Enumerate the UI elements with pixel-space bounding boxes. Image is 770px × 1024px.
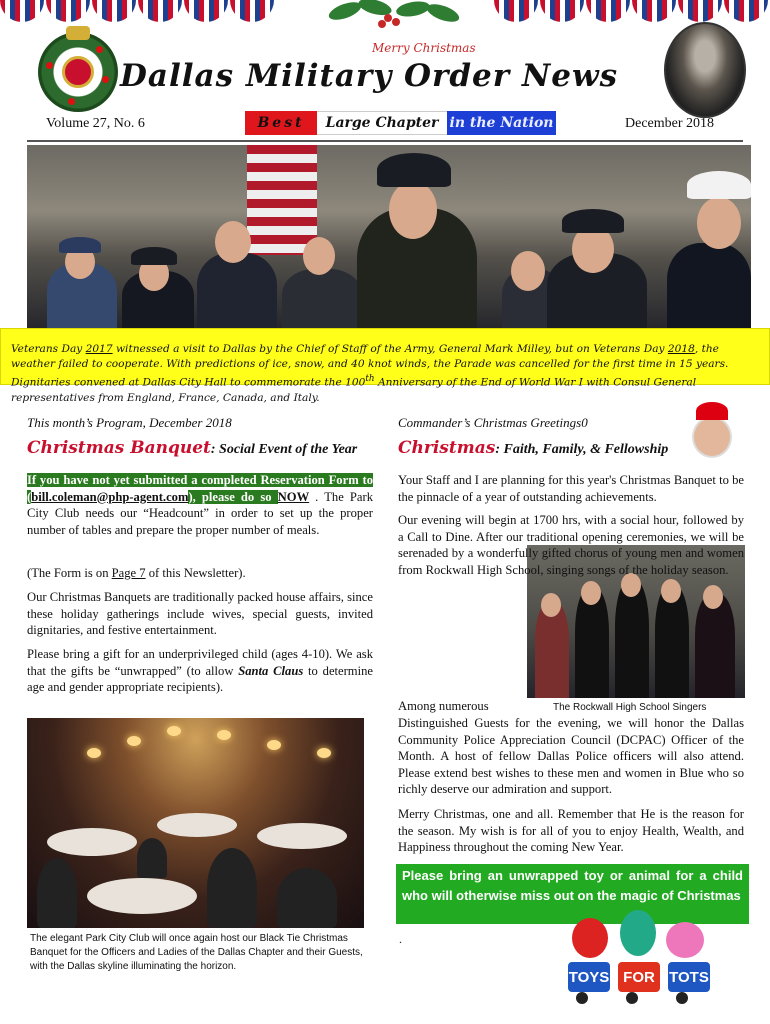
toys-for-tots-logo xyxy=(566,904,716,1004)
page-7-link[interactable]: Page 7 xyxy=(111,566,146,580)
veterans-day-photo xyxy=(27,145,751,333)
general-portrait xyxy=(664,22,746,118)
header-divider xyxy=(27,140,743,142)
wreath-emblem-icon xyxy=(38,32,118,112)
merry-christmas-paragraph: Merry Christmas, one and all. Remember that He is the reason for the season. My wish is for all of you to enjoy Health, Wealth, and Happiness throughout the coming New Year. xyxy=(398,807,744,854)
bunting-right xyxy=(494,0,770,22)
program-heading: This month’s Program, December 2018 xyxy=(27,415,232,430)
reservation-paragraph: If you have not yet submitted a completed Reservation Form to (bill.coleman@php-agent.com), please do so NOW . The Park City Club needs our “Headcount” in order to set up the proper number of tables and prepare the proper number of meals. xyxy=(27,473,373,537)
toy-request-box: Please bring an unwrapped toy or animal for a child who will otherwise miss out on the magic of Christmas xyxy=(396,864,749,924)
banner-large-chapter: Large Chapter xyxy=(317,111,447,135)
email-link[interactable]: bill.coleman@php-agent.com xyxy=(31,489,189,504)
banquet-photo xyxy=(27,718,364,928)
banner-in-the-nation: in the Nation xyxy=(447,111,556,135)
gift-paragraph: Please bring a gift for an underprivileged child (ages 4-10). We ask that the gifts be “unwrapped” (to allow Santa Claus to determine age and gender appropriate recipients). xyxy=(27,647,373,694)
form-note: (The Form is on Page 7 of this Newsletter). xyxy=(27,566,246,580)
tots-tile: TOTS xyxy=(666,960,712,994)
staff-paragraph: Your Staff and I are planning for this year's Christmas Banquet to be the pinnacle of a year of outstanding achievements. xyxy=(398,473,744,504)
holly-icon xyxy=(318,0,468,30)
hero-caption: Veterans Day 2017 witnessed a visit to Dallas by the Chief of Staff of the Army, General Mark Milley, but on Veterans Day 2018, the weather failed to cooperate. With predictions of ice, snow, and 40 knot winds, the Parade was cancelled for the first time in 15 years. Dignitaries convened at Dallas City Hall to commemorate the 100th Anniversary of the End of World War I with Consul General representatives from England, France, Canada, and Italy. xyxy=(0,328,770,385)
toys-tile: TOYS xyxy=(566,960,612,994)
bunting-left xyxy=(0,0,276,22)
trailing-dot: . xyxy=(399,932,402,946)
for-tile: FOR xyxy=(616,960,662,994)
christmas-title: Christmas: Faith, Family, & Fellowship xyxy=(398,438,669,458)
guests-paragraph: Distinguished Guests for the evening, we will honor the Dallas Community Police Appreciation Council (DCPAC) Officer of the Month. A host of fellow Dallas Police officers will also attend. Please extend best wishes to these men and women in Blue who so richly deserve our admiration and support. xyxy=(398,716,744,796)
among-text: Among numerous xyxy=(398,699,489,713)
issue-date: December 2018 xyxy=(625,116,715,131)
banquet-title: Christmas Banquet: Social Event of the Year xyxy=(27,438,358,458)
masthead-title: Dallas Military Order News xyxy=(120,58,619,94)
commander-heading: Commander’s Christmas Greetings0 xyxy=(398,415,588,430)
commander-santa-photo xyxy=(688,402,734,460)
banquet-paragraph: Our Christmas Banquets are traditionally packed house affairs, since these holiday gatherings include wives, special guests, invited dignitaries, and festive entertainment. xyxy=(27,590,373,637)
singers-caption: The Rockwall High School Singers xyxy=(553,702,707,713)
evening-paragraph: Our evening will begin at 1700 hrs, with a social hour, followed by a Call to Dine. After our traditional opening ceremonies, we will be serenaded by a wonderfully gifted chorus of young men and women from Rockwall High School, singing songs of the holiday season. xyxy=(398,513,744,577)
merry-christmas-text: Merry Christmas xyxy=(372,41,476,55)
banquet-photo-caption: The elegant Park City Club will once again host our Black Tie Christmas Banquet for the Officers and Ladies of the Dallas Chapter and their Guests, with the Dallas skyline illuminating the horizon. xyxy=(30,933,363,972)
volume-number: Volume 27, No. 6 xyxy=(46,116,145,131)
best-chapter-banner xyxy=(245,111,556,135)
banner-best: Best xyxy=(245,111,317,135)
